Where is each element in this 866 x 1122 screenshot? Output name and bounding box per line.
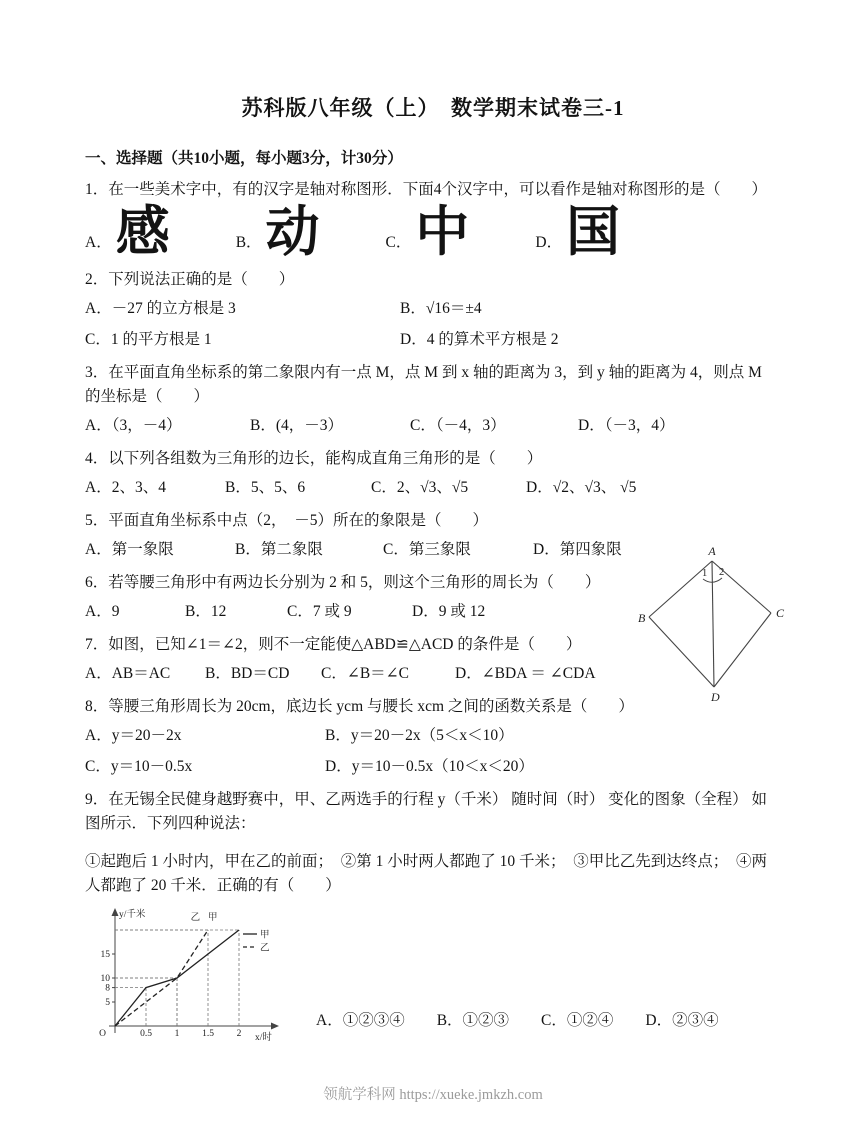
calligraphy-char: 国	[566, 202, 621, 263]
question-text: 5．平面直角坐标系中点（2， －5）所在的象限是（ ）	[85, 512, 489, 530]
option: A．9	[85, 603, 120, 621]
q1-choice-d	[535, 202, 621, 263]
svg-text:15: 15	[100, 950, 110, 961]
question-3	[85, 361, 781, 438]
option: B．y＝20－2x（5＜x＜10）	[325, 727, 514, 745]
question-text: 9．在无锡全民健身越野赛中，甲、乙两选手的行程 y（千米） 随时间（时） 变化的图象（全程） 如图所示．下列四种说法：	[85, 791, 768, 833]
vertex-label-b: B	[638, 611, 646, 626]
option: D．9 或 12	[412, 603, 486, 621]
question-8	[85, 695, 781, 779]
footer	[0, 1083, 866, 1104]
option: C．y＝10－0.5x	[85, 758, 193, 776]
q7-kite-figure	[637, 543, 787, 705]
option: D．y＝10－0.5x（10＜x＜20）	[325, 758, 534, 776]
calligraphy-char: 动	[265, 202, 320, 263]
svg-text:甲: 甲	[260, 930, 270, 941]
q8-options-row1	[85, 724, 781, 748]
option-label: A．	[85, 234, 112, 252]
svg-text:x/时: x/时	[255, 1033, 272, 1044]
option: A．y＝20－2x	[85, 727, 182, 745]
option: C．7 或 9	[287, 603, 352, 621]
q1-choices	[85, 202, 781, 263]
q9-options	[316, 1008, 719, 1030]
footer-site-name: 领航学科网	[323, 1087, 396, 1103]
question-2	[85, 268, 781, 352]
option: B．√16＝±4	[400, 300, 482, 318]
option: D．∠BDA ＝ ∠CDA	[455, 665, 596, 683]
option: C．（－4，3）	[410, 417, 506, 435]
question-text: 3．在平面直角坐标系的第二象限内有一点 M，点 M 到 x 轴的距离为 3，到 y 轴的距离为 4，则点 M 的坐标是（ ）	[85, 364, 762, 406]
svg-text:0.5: 0.5	[140, 1029, 152, 1040]
footer-site-url[interactable]: https://xueke.jmkzh.com	[399, 1087, 543, 1103]
q8-options-row2	[85, 755, 781, 779]
option: A．（3，－4）	[85, 417, 182, 435]
option: A．①②③④	[316, 1012, 405, 1030]
q4-options	[85, 476, 781, 500]
vertex-label-c: C	[776, 606, 785, 621]
svg-text:乙: 乙	[260, 943, 270, 954]
option: B．第二象限	[235, 541, 323, 559]
option: D．4 的算术平方根是 2	[400, 331, 559, 349]
vertex-label-d: D	[711, 690, 720, 705]
option: A．AB＝AC	[85, 665, 171, 683]
angle-1-label: 1	[702, 568, 708, 580]
angle-2-label: 2	[719, 567, 725, 579]
option: B．(4，－3）	[250, 417, 344, 435]
svg-text:1.5: 1.5	[202, 1029, 214, 1040]
question-1	[85, 178, 781, 263]
calligraphy-char: 感	[115, 202, 170, 263]
question-text: 1．在一些美术字中，有的汉字是轴对称图形．下面4个汉字中，可以看作是轴对称图形的是（ ）	[85, 181, 768, 198]
question-4	[85, 447, 781, 500]
svg-text:O: O	[99, 1029, 106, 1040]
svg-text:y/千米: y/千米	[119, 910, 146, 921]
option: D．第四象限	[533, 541, 622, 559]
q9-statements: ①起跑后 1 小时内，甲在乙的前面； ②第 1 小时两人都跑了 10 千米； ③甲比乙先到达终点； ④两人都跑了 20 千米．正确的有（ ）	[85, 853, 768, 895]
option: C．①②④	[541, 1012, 614, 1030]
q9-chart-and-options	[85, 904, 781, 1046]
q1-choice-a	[85, 202, 170, 263]
q3-options	[85, 414, 781, 438]
calligraphy-char: 中	[415, 202, 470, 263]
q1-choice-b	[235, 202, 320, 263]
svg-text:甲: 甲	[208, 913, 218, 924]
option: C．第三象限	[383, 541, 471, 559]
section-heading: 一、选择题（共10小题，每小题3分，计30分）	[85, 150, 403, 167]
option: B．①②③	[436, 1012, 510, 1030]
vertex-label-a: A	[708, 544, 716, 559]
option: C．1 的平方根是 1	[85, 331, 212, 349]
option-label: C．	[385, 234, 412, 252]
option: D．②③④	[645, 1012, 719, 1030]
option: A．第一象限	[85, 541, 174, 559]
option: B．12	[185, 603, 227, 621]
option: A．－27 的立方根是 3	[85, 300, 236, 318]
question-text: 8．等腰三角形周长为 20cm，底边长 ycm 与腰长 xcm 之间的函数关系是（ ）	[85, 698, 634, 716]
q1-choice-c	[385, 202, 470, 263]
svg-text:5: 5	[105, 998, 110, 1009]
svg-text:10: 10	[100, 974, 110, 985]
svg-text:1: 1	[174, 1029, 180, 1040]
option: D．（－3，4）	[578, 417, 675, 435]
question-9	[85, 788, 781, 1046]
question-text: 6．若等腰三角形中有两边长分别为 2 和 5，则这个三角形的周长为（ ）	[85, 574, 601, 592]
option: C．2、√3、√5	[371, 479, 469, 497]
option: B．BD＝CD	[205, 665, 290, 683]
svg-text:2: 2	[236, 1029, 242, 1040]
option: A．2、3、4	[85, 479, 166, 497]
q2-options-row1	[85, 297, 781, 321]
question-text: 4．以下列各组数为三角形的边长，能构成直角三角形的是（ ）	[85, 450, 543, 468]
option: C．∠B＝∠C	[321, 665, 409, 683]
q2-options-row2	[85, 328, 781, 352]
option-label: B．	[235, 234, 262, 252]
svg-text:乙: 乙	[190, 913, 201, 924]
svg-text:8: 8	[105, 983, 110, 994]
question-text: 7．如图，已知∠1＝∠2，则不一定能使△ABD≌△ACD 的条件是（ ）	[85, 636, 582, 654]
option: B．5、5、6	[225, 479, 306, 497]
q9-chart	[85, 904, 290, 1046]
option-label: D．	[535, 234, 563, 252]
question-text: 2．下列说法正确的是（ ）	[85, 271, 295, 289]
option: D．√2、√3、 √5	[526, 479, 637, 497]
page-title: 苏科版八年级（上） 数学期末试卷三-1	[241, 96, 625, 120]
